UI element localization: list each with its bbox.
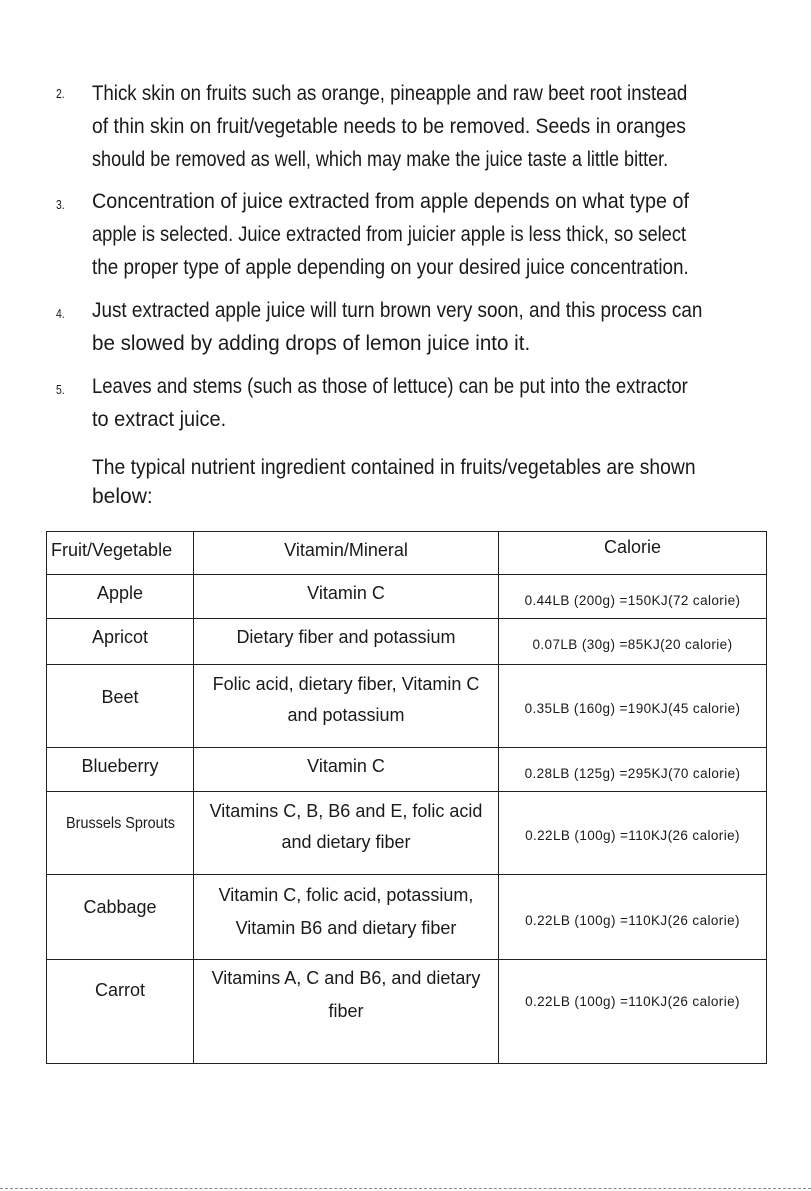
item-text-line: Thick skin on fruits such as orange, pineapple and raw beet root instead <box>92 82 688 105</box>
calorie-cell <box>499 619 767 665</box>
calorie-cell <box>499 748 767 792</box>
item-text-line: should be removed as well, which may make the juice taste a little bitter. <box>92 148 669 171</box>
vitamin-cell <box>194 960 499 1064</box>
item-text-line: be slowed by adding drops of lemon juice into it. <box>92 332 531 355</box>
header-vitamin-mineral: Vitamin/Mineral <box>194 532 499 575</box>
header-fruit-vegetable: Fruit/Vegetable <box>47 532 194 575</box>
table-row <box>47 665 767 748</box>
vitamin-text: Vitamins A, C and B6, and dietary <box>211 968 481 988</box>
vitamin-cell <box>194 792 499 875</box>
item-text-line: Concentration of juice extracted from apple depends on what type of <box>92 190 689 213</box>
header-calorie: Calorie <box>499 532 767 575</box>
intro-text-line: below: <box>92 485 153 508</box>
calorie-value: 0.22LB (100g) =110KJ(26 calorie) <box>525 913 740 928</box>
vitamin-text: fiber <box>328 1001 364 1021</box>
calorie-value: 0.35LB (160g) =190KJ(45 calorie) <box>524 701 741 716</box>
vitamin-text: Vitamin C, folic acid, potassium, <box>218 885 474 905</box>
table-row <box>47 619 767 665</box>
table-row <box>47 960 767 1064</box>
vitamin-cell <box>194 665 499 748</box>
item-number: 3. <box>56 197 65 212</box>
item-text-line: to extract juice. <box>92 408 227 431</box>
table-row <box>47 748 767 792</box>
fruit-name: Cabbage <box>47 875 194 960</box>
fruit-name: Beet <box>47 665 194 748</box>
calorie-cell <box>499 960 767 1064</box>
fruit-name-text: Brussels Sprouts <box>65 815 175 832</box>
fruit-name: Apricot <box>47 619 194 665</box>
calorie-cell <box>499 792 767 875</box>
item-text-line: of thin skin on fruit/vegetable needs to be removed. Seeds in oranges <box>92 115 686 138</box>
fruit-name: Blueberry <box>47 748 194 792</box>
page-edge-divider <box>0 1188 811 1189</box>
vitamin-text: Vitamin C <box>194 748 499 792</box>
calorie-cell <box>499 665 767 748</box>
calorie-cell <box>499 875 767 960</box>
item-number: 4. <box>56 306 65 321</box>
table-row <box>47 792 767 875</box>
vitamin-text: and dietary fiber <box>281 832 411 852</box>
table-row <box>47 575 767 619</box>
vitamin-text: Folic acid, dietary fiber, Vitamin C <box>212 674 480 694</box>
vitamin-text: Vitamin B6 and dietary fiber <box>235 918 457 938</box>
item-number: 5. <box>56 382 65 397</box>
intro-text-line: The typical nutrient ingredient contained in fruits/vegetables are shown <box>92 456 696 479</box>
vitamin-text: Vitamin C <box>194 575 499 619</box>
item-text-line: Leaves and stems (such as those of lettuce) can be put into the extractor <box>92 375 688 398</box>
calorie-value: 0.22LB (100g) =110KJ(26 calorie) <box>525 828 740 843</box>
calorie-cell <box>499 575 767 619</box>
nutrient-table <box>46 531 767 1064</box>
fruit-name: Apple <box>47 575 194 619</box>
item-text-line: the proper type of apple depending on your desired juice concentration. <box>92 256 689 279</box>
table-row <box>47 875 767 960</box>
calorie-value: 0.44LB (200g) =150KJ(72 calorie) <box>524 593 741 608</box>
item-number: 2. <box>56 86 65 101</box>
calorie-value: 0.28LB (125g) =295KJ(70 calorie) <box>524 766 741 781</box>
vitamin-text: Vitamins C, B, B6 and E, folic acid <box>209 801 483 821</box>
item-text-line: apple is selected. Juice extracted from juicier apple is less thick, so select <box>92 223 687 246</box>
fruit-name: Carrot <box>47 960 194 1064</box>
vitamin-text: and potassium <box>287 705 405 725</box>
calorie-value: 0.07LB (30g) =85KJ(20 calorie) <box>532 637 733 652</box>
vitamin-text: Dietary fiber and potassium <box>194 619 499 665</box>
calorie-value: 0.22LB (100g) =110KJ(26 calorie) <box>525 994 740 1009</box>
item-text-line: Just extracted apple juice will turn brown very soon, and this process can <box>92 299 703 322</box>
table-header-row <box>47 532 767 575</box>
fruit-name <box>47 792 194 875</box>
vitamin-cell <box>194 875 499 960</box>
